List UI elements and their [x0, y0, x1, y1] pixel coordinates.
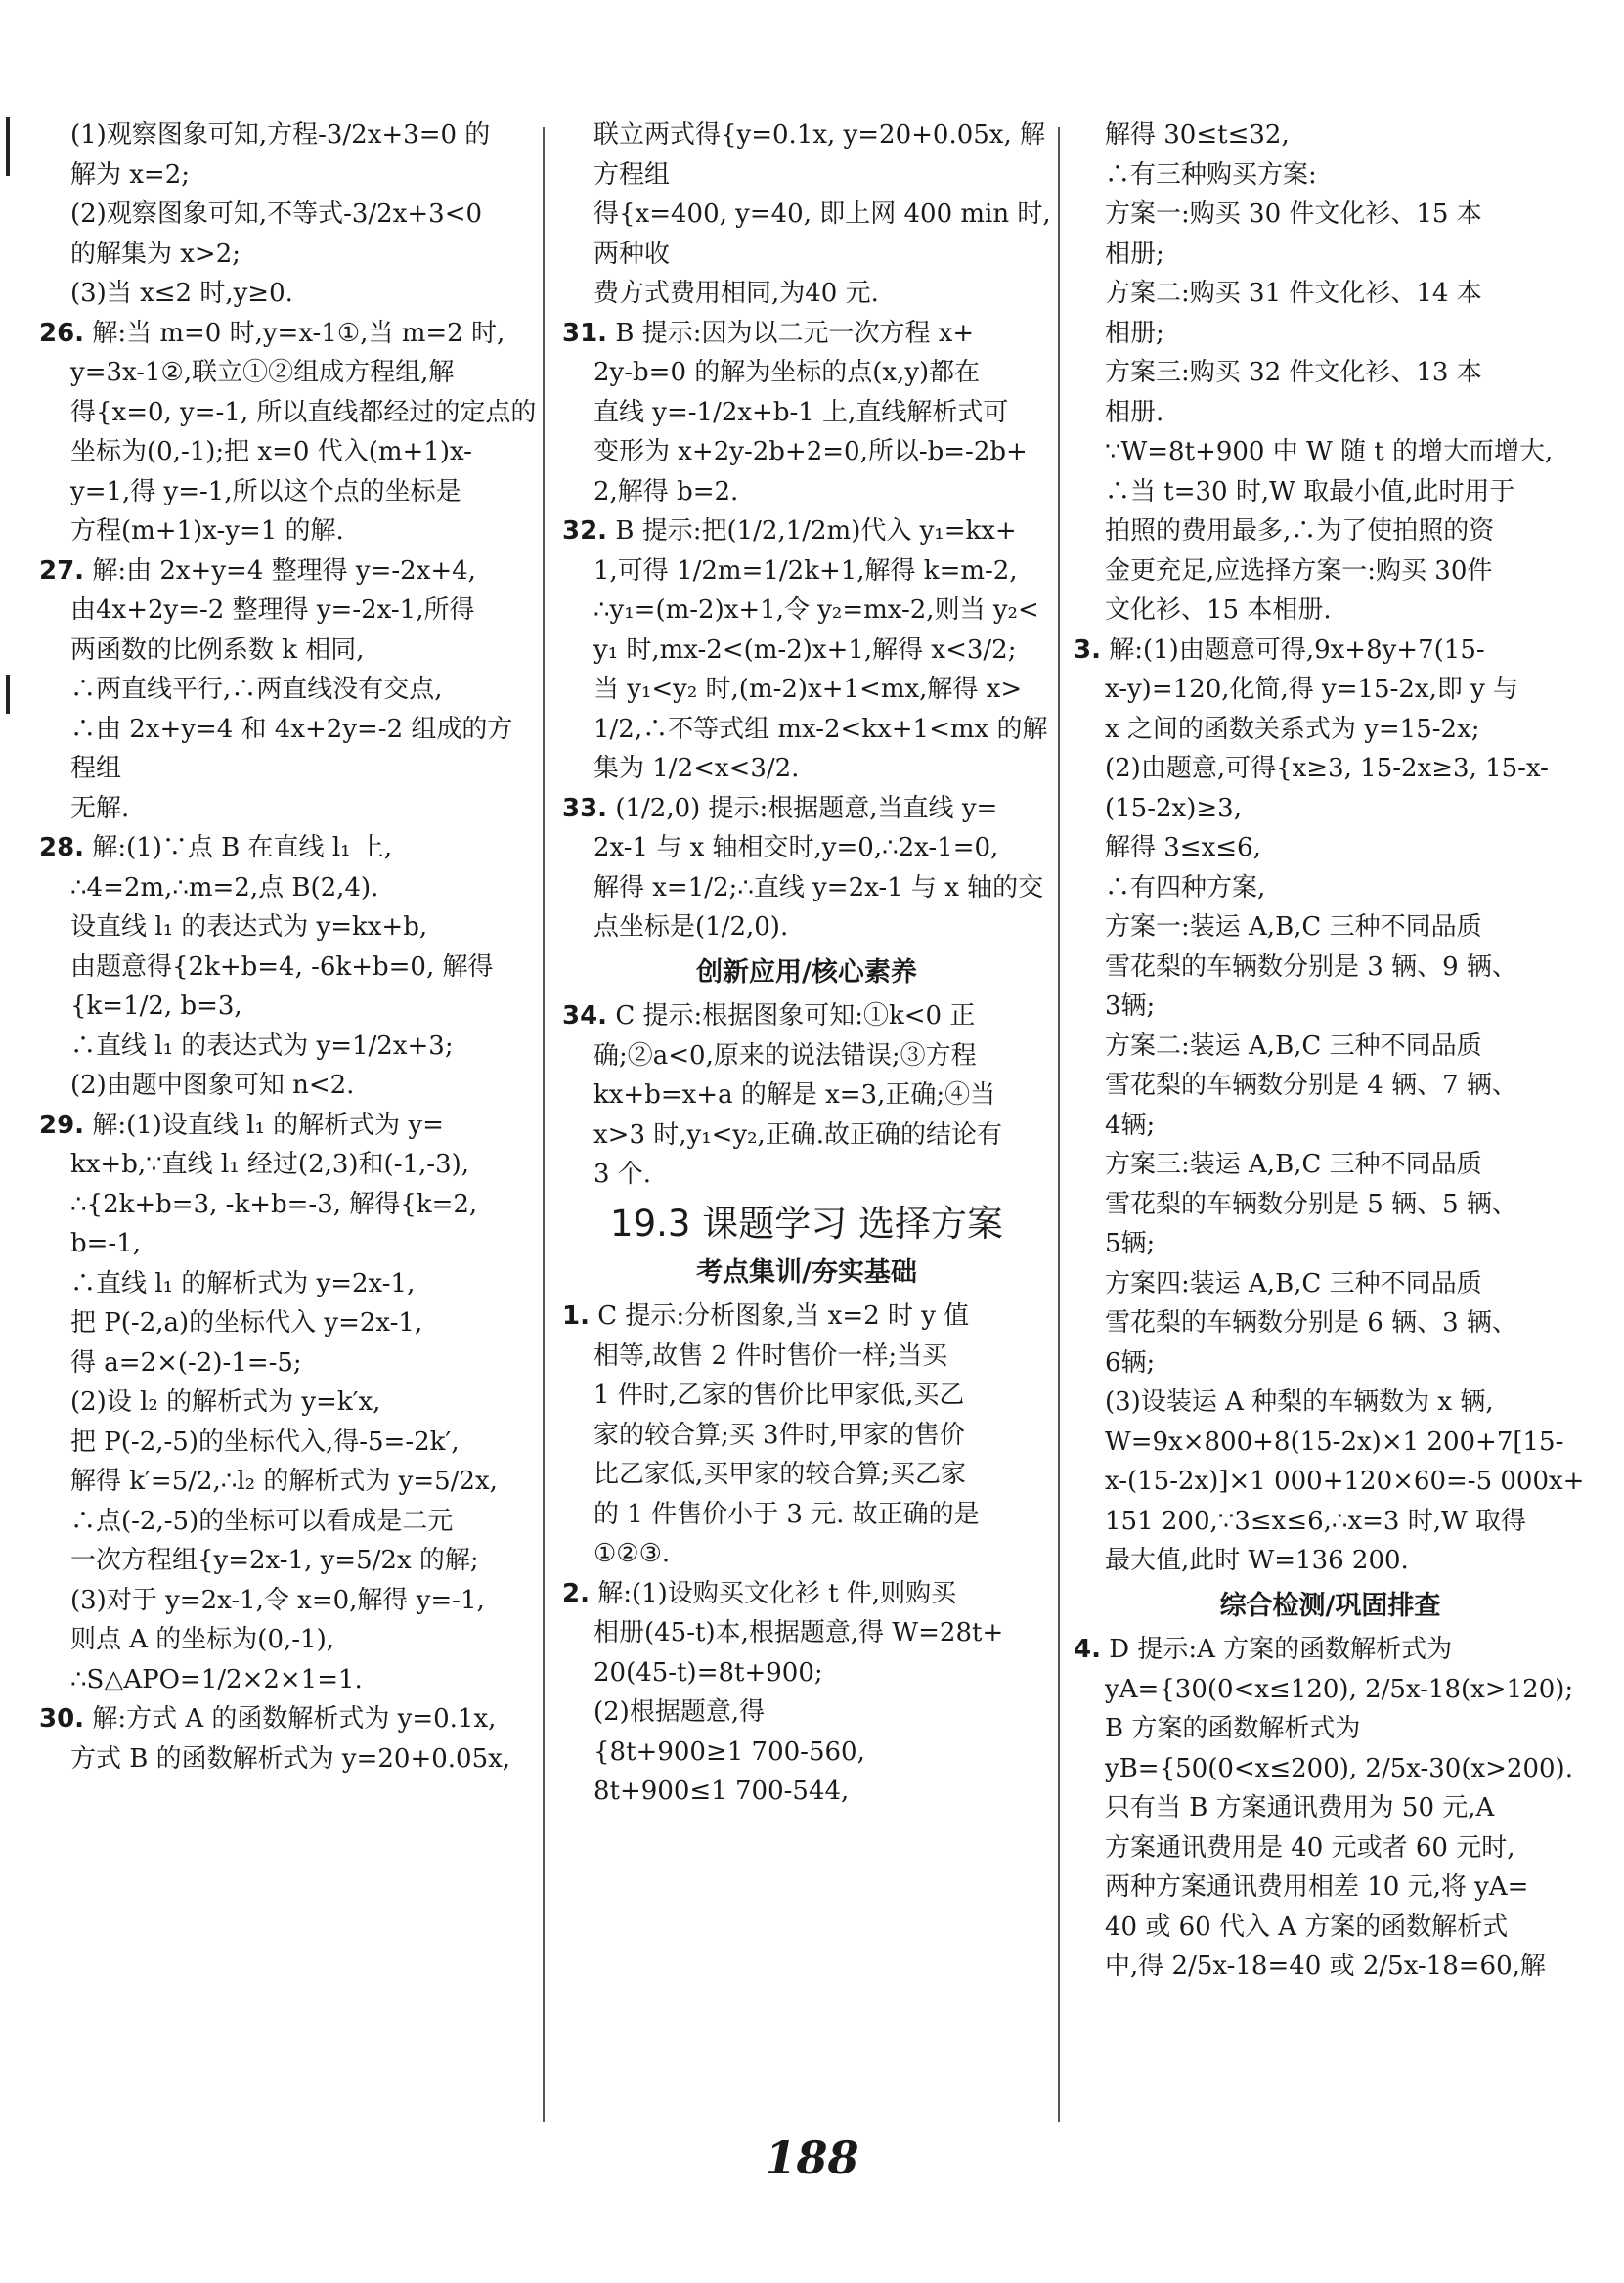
line-text: C 提示:分析图象,当 x=2 时 y 值	[589, 1301, 970, 1331]
line-text: 由4x+2y=-2 整理得 y=-2x-1,所得	[70, 595, 475, 625]
line-text: 文化衫、15 本相册.	[1105, 595, 1332, 625]
answer-line	[562, 710, 1051, 750]
answer-line	[562, 1772, 1051, 1812]
line-text: 方案四:装运 A,B,C 三种不同品质	[1105, 1268, 1482, 1298]
answer-line	[1074, 155, 1587, 196]
answer-line	[562, 670, 1051, 710]
line-text: 最大值,此时 W=136 200.	[1105, 1546, 1409, 1575]
line-text: 解:(1)∵点 B 在直线 l₁ 上,	[84, 833, 393, 862]
left-column	[39, 115, 538, 1778]
answer-line	[1074, 868, 1587, 908]
line-text: ∴直线 l₁ 的解析式为 y=2x-1,	[70, 1268, 416, 1298]
answer-line	[1074, 1027, 1587, 1067]
line-text: (2)根据题意,得	[593, 1697, 766, 1727]
answer-line	[1074, 1541, 1587, 1581]
line-text: y=1,得 y=-1,所以这个点的坐标是	[70, 476, 461, 506]
line-text: {8t+900≥1 700-560,	[593, 1736, 865, 1767]
line-text: 点坐标是(1/2,0).	[593, 912, 789, 942]
line-text: 1 件时,乙家的售价比甲家低,买乙	[593, 1381, 965, 1410]
line-text: yA={30(0<x≤120), 2/5x-18(x>120);	[1105, 1674, 1574, 1704]
answer-line	[39, 907, 538, 947]
answer-line	[1074, 1947, 1587, 1987]
line-text: 得{x=400, y=40, 即上网 400 min 时, 两种收	[593, 199, 1051, 269]
answer-line	[562, 274, 1051, 314]
question-number: 2.	[562, 1578, 590, 1608]
binding-mark	[6, 117, 10, 176]
answer-line	[1074, 314, 1587, 354]
answer-line	[1074, 1185, 1587, 1225]
line-text: 雪花梨的车辆数分别是 3 辆、9 辆、	[1105, 951, 1517, 982]
question-line	[562, 1296, 1051, 1337]
line-text: 直线 y=-1/2x+b-1 上,直线解析式可	[593, 397, 1009, 427]
question-number: 26.	[39, 318, 85, 348]
line-text: 解:(1)设直线 l₁ 的解析式为 y=	[84, 1110, 444, 1140]
line-text: ∴{2k+b=3, -k+b=-3, 解得{k=2, b=-1,	[70, 1189, 478, 1258]
answer-line	[562, 1376, 1051, 1416]
line-text: 方案一:装运 A,B,C 三种不同品质	[1105, 912, 1482, 942]
line-text: kx+b,∵直线 l₁ 经过(2,3)和(-1,-3),	[70, 1150, 470, 1179]
answer-line	[1074, 1264, 1587, 1304]
line-text: 5辆;	[1105, 1229, 1156, 1258]
line-text: ∴两直线平行,∴两直线没有交点,	[70, 675, 443, 704]
answer-line	[39, 789, 538, 829]
subsection-heading: 综合检测/巩固排查	[1219, 1590, 1441, 1621]
line-text: (3)当 x≤2 时,y≥0.	[70, 279, 293, 308]
answer-line	[39, 1185, 538, 1264]
line-text: W=9x×800+8(15-2x)×1 200+7[15-	[1105, 1427, 1564, 1457]
line-text: (2)由题中图象可知 n<2.	[70, 1071, 355, 1100]
answer-line	[1074, 947, 1587, 988]
question-number: 3.	[1074, 635, 1101, 665]
line-text: ∴有三种购买方案:	[1105, 159, 1317, 190]
column-divider	[543, 127, 545, 2122]
line-text: ①②③.	[593, 1539, 671, 1568]
line-text: ∴由 2x+y=4 和 4x+2y=-2 组成的方程组	[70, 714, 513, 783]
answer-line	[39, 432, 538, 472]
answer-line	[39, 1383, 538, 1423]
answer-line	[1074, 1423, 1587, 1463]
line-text: 雪花梨的车辆数分别是 6 辆、3 辆、	[1105, 1308, 1517, 1338]
question-line	[562, 789, 1051, 829]
line-text: ∴S△APO=1/2×2×1=1.	[70, 1664, 363, 1694]
question-line	[562, 314, 1051, 354]
question-number: 33.	[562, 793, 608, 823]
answer-line	[1074, 1502, 1587, 1542]
line-text: 相册(45-t)本,根据题意,得 W=28t+	[593, 1618, 1004, 1647]
answer-line	[562, 1337, 1051, 1377]
column-divider	[1058, 127, 1060, 2122]
answer-line	[39, 670, 538, 710]
line-text: 3 个.	[593, 1160, 652, 1189]
line-text: 解得 30≤t≤32,	[1105, 120, 1290, 150]
question-number: 30.	[39, 1704, 85, 1734]
middle-column	[562, 115, 1051, 1812]
line-text: C 提示:根据图象可知:①k<0 正	[607, 1001, 976, 1031]
question-line	[39, 1106, 538, 1146]
answer-line	[1074, 670, 1587, 710]
answer-line	[39, 115, 538, 155]
answer-line	[562, 432, 1051, 472]
answer-line	[1074, 472, 1587, 512]
right-column	[1074, 115, 1587, 1987]
answer-line	[39, 353, 538, 393]
answer-line	[39, 1303, 538, 1343]
line-text: y₁ 时,mx-2<(m-2)x+1,解得 x<3/2;	[593, 635, 1017, 665]
question-number: 28.	[39, 833, 85, 862]
answer-line	[562, 1692, 1051, 1733]
answer-line	[39, 1502, 538, 1542]
answer-line	[1074, 393, 1587, 433]
answer-line	[39, 1620, 538, 1660]
binding-mark	[6, 675, 10, 714]
line-text: 则点 A 的坐标为(0,-1),	[70, 1625, 334, 1654]
answer-line	[1074, 235, 1587, 275]
line-text: x-y)=120,化简,得 y=15-2x,即 y 与	[1105, 675, 1519, 704]
answer-line	[1074, 195, 1587, 235]
answer-line	[39, 1462, 538, 1502]
line-text: 解:方式 A 的函数解析式为 y=0.1x,	[84, 1704, 497, 1734]
line-text: 无解.	[70, 793, 130, 823]
answer-line	[562, 631, 1051, 671]
answer-line	[39, 472, 538, 512]
line-text: 4辆;	[1105, 1110, 1156, 1140]
line-text: 1,可得 1/2m=1/2k+1,解得 k=m-2,	[593, 555, 1018, 586]
answer-line	[1074, 591, 1587, 631]
line-text: 把 P(-2,-5)的坐标代入,得-5=-2k′,	[70, 1427, 460, 1457]
answer-line	[39, 195, 538, 235]
line-text: (3)设装运 A 种梨的车辆数为 x 辆,	[1105, 1387, 1494, 1417]
answer-line	[562, 907, 1051, 947]
answer-line	[562, 195, 1051, 274]
line-text: 2,解得 b=2.	[593, 476, 739, 506]
answer-line	[39, 1145, 538, 1185]
line-text: 方案二:购买 31 件文化衫、14 本	[1105, 279, 1482, 308]
answer-line	[1074, 1908, 1587, 1948]
answer-line	[1074, 1383, 1587, 1423]
answer-line	[562, 393, 1051, 433]
question-number: 4.	[1074, 1635, 1101, 1664]
question-number: 34.	[562, 1001, 608, 1031]
question-line	[39, 551, 538, 592]
answer-line	[1074, 1828, 1587, 1868]
line-text: (2)由题意,可得{x≥3, 15-2x≥3, 15-x-(15-2x)≥3,	[1105, 754, 1549, 823]
line-text: 雪花梨的车辆数分别是 5 辆、5 辆、	[1105, 1189, 1517, 1219]
line-text: 比乙家低,买甲家的较合算;买乙家	[593, 1460, 967, 1489]
answer-line	[39, 631, 538, 671]
line-text: 把 P(-2,a)的坐标代入 y=2x-1,	[70, 1308, 423, 1338]
line-text: 方案一:购买 30 件文化衫、15 本	[1105, 199, 1482, 229]
answer-line	[1074, 274, 1587, 314]
line-text: (1/2,0) 提示:根据题意,当直线 y=	[607, 793, 998, 823]
line-text: 方案二:装运 A,B,C 三种不同品质	[1105, 1031, 1482, 1061]
answer-line	[562, 1653, 1051, 1693]
line-text: B 提示:因为以二元一次方程 x+	[607, 318, 975, 348]
answer-line	[39, 274, 538, 314]
answer-line	[39, 1660, 538, 1700]
answer-line	[1074, 1145, 1587, 1185]
line-text: 相等,故售 2 件时售价一样;当买	[593, 1340, 948, 1371]
answer-line	[39, 155, 538, 196]
line-text: 解得 k′=5/2,∴l₂ 的解析式为 y=5/2x,	[70, 1467, 498, 1496]
line-text: 方案通讯费用是 40 元或者 60 元时,	[1105, 1832, 1515, 1863]
line-text: 费方式费用相同,为40 元.	[593, 279, 879, 308]
line-text: 的 1 件售价小于 3 元. 故正确的是	[593, 1499, 980, 1529]
line-text: x-(15-2x)]×1 000+120×60=-5 000x+	[1105, 1467, 1585, 1496]
answer-line	[1074, 828, 1587, 868]
line-text: 两种方案通讯费用相差 10 元,将 yA=	[1105, 1872, 1529, 1902]
line-text: 8t+900≤1 700-544,	[593, 1777, 850, 1806]
answer-line	[1074, 353, 1587, 393]
question-number: 27.	[39, 555, 85, 586]
answer-line	[1074, 551, 1587, 592]
answer-line	[562, 1733, 1051, 1773]
answer-line	[39, 1066, 538, 1106]
answer-line	[1074, 1303, 1587, 1343]
line-text: 方案三:购买 32 件文化衫、13 本	[1105, 358, 1482, 387]
line-text: 相册;	[1105, 239, 1164, 269]
line-text: 集为 1/2<x<3/2.	[593, 754, 800, 783]
answer-line	[1074, 1788, 1587, 1828]
answer-line	[562, 1613, 1051, 1653]
answer-line	[562, 1155, 1051, 1195]
line-text: 方案三:装运 A,B,C 三种不同品质	[1105, 1150, 1482, 1179]
answer-line	[39, 1541, 538, 1581]
answer-line	[1074, 987, 1587, 1027]
line-text: 坐标为(0,-1);把 x=0 代入(m+1)x-	[70, 437, 472, 466]
answer-line	[562, 353, 1051, 393]
line-text: (2)观察图象可知,不等式-3/2x+3<0	[70, 199, 483, 229]
line-text: 金更充足,应选择方案一:购买 30件	[1105, 555, 1493, 586]
answer-line	[562, 749, 1051, 789]
line-text: 拍照的费用最多,∴为了使拍照的资	[1105, 516, 1495, 546]
answer-line	[1074, 749, 1587, 828]
answer-line	[1074, 1867, 1587, 1908]
line-text: 一次方程组{y=2x-1, y=5/2x 的解;	[70, 1546, 479, 1575]
line-text: yB={50(0<x≤200), 2/5x-30(x>200).	[1105, 1753, 1573, 1783]
line-text: D 提示:A 方案的函数解析式为	[1100, 1635, 1453, 1664]
line-text: 雪花梨的车辆数分别是 4 辆、7 辆、	[1105, 1071, 1517, 1100]
line-text: 方程(m+1)x-y=1 的解.	[70, 516, 344, 546]
line-text: 相册.	[1105, 397, 1164, 427]
line-text: ∴直线 l₁ 的表达式为 y=1/2x+3;	[70, 1031, 454, 1061]
line-text: 解:(1)由题意可得,9x+8y+7(15-	[1100, 635, 1485, 665]
answer-line	[1074, 432, 1587, 472]
line-text: 解:由 2x+y=4 整理得 y=-2x+4,	[84, 555, 476, 586]
question-line	[39, 314, 538, 354]
line-text: 两函数的比例系数 k 相同,	[70, 635, 365, 665]
answer-line	[562, 551, 1051, 592]
answer-line	[1074, 1709, 1587, 1749]
answer-line	[1074, 1106, 1587, 1146]
line-text: 解得 x=1/2;∴直线 y=2x-1 与 x 轴的交	[593, 872, 1044, 902]
page-number: 188	[765, 2131, 859, 2184]
answer-line	[562, 1036, 1051, 1076]
line-text: 解:当 m=0 时,y=x-1①,当 m=2 时,	[84, 318, 505, 348]
answer-line	[562, 115, 1051, 195]
line-text: 家的较合算;买 3件时,甲家的售价	[593, 1420, 965, 1450]
answer-line	[562, 828, 1051, 868]
line-text: ∴4=2m,∴m=2,点 B(2,4).	[70, 872, 379, 902]
line-text: y=3x-1②,联立①②组成方程组,解	[70, 358, 455, 387]
question-line	[1074, 631, 1587, 671]
line-text: 20(45-t)=8t+900;	[593, 1657, 823, 1688]
answer-line	[562, 1495, 1051, 1535]
subsection-heading: 创新应用/核心素养	[696, 956, 917, 988]
answer-line	[1074, 511, 1587, 551]
line-text: 1/2,∴不等式组 mx-2<kx+1<mx 的解	[593, 714, 1048, 744]
answer-line	[39, 1027, 538, 1067]
answer-line	[562, 1076, 1051, 1116]
answer-line	[562, 1116, 1051, 1156]
line-text: 设直线 l₁ 的表达式为 y=kx+b,	[70, 912, 428, 942]
line-text: (1)观察图象可知,方程-3/2x+3=0 的	[70, 120, 491, 150]
answer-line	[562, 1416, 1051, 1456]
answer-line	[562, 1455, 1051, 1495]
line-text: 6辆;	[1105, 1347, 1156, 1378]
line-text: 解为 x=2;	[70, 159, 191, 190]
answer-line	[39, 947, 538, 1027]
question-line	[1074, 1630, 1587, 1670]
answer-line	[39, 393, 538, 433]
line-text: 3辆;	[1105, 991, 1156, 1021]
answer-line	[1074, 115, 1587, 155]
line-text: 确;②a<0,原来的说法错误;③方程	[593, 1040, 977, 1071]
line-text: 得{x=0, y=-1, 所以直线都经过的定点的	[70, 397, 537, 427]
answer-line	[1074, 1670, 1587, 1710]
question-number: 29.	[39, 1110, 85, 1140]
answer-line	[39, 511, 538, 551]
line-text: (2)设 l₂ 的解析式为 y=k′x,	[70, 1387, 381, 1417]
line-text: 变形为 x+2y-2b+2=0,所以-b=-2b+	[593, 437, 1028, 466]
question-number: 1.	[562, 1301, 590, 1331]
answer-line	[39, 1264, 538, 1304]
question-line	[562, 511, 1051, 551]
answer-line	[39, 868, 538, 908]
section-heading: 19.3 课题学习 选择方案	[610, 1202, 1003, 1245]
answer-line	[1074, 1462, 1587, 1502]
line-text: x 之间的函数关系式为 y=15-2x;	[1105, 714, 1480, 744]
question-line	[562, 996, 1051, 1036]
answer-line	[1074, 1343, 1587, 1383]
line-text: 解:(1)设购买文化衫 t 件,则购买	[589, 1578, 957, 1608]
answer-line	[1074, 1749, 1587, 1789]
line-text: B 提示:把(1/2,1/2m)代入 y₁=kx+	[607, 516, 1017, 546]
answer-line	[1074, 907, 1587, 947]
answer-line	[39, 1343, 538, 1383]
answer-line	[562, 591, 1051, 631]
line-text: ∴当 t=30 时,W 取最小值,此时用于	[1105, 476, 1515, 506]
line-text: 方式 B 的函数解析式为 y=20+0.05x,	[70, 1743, 511, 1774]
line-text: 151 200,∵3≤x≤6,∴x=3 时,W 取得	[1105, 1506, 1526, 1536]
line-text: ∴点(-2,-5)的坐标可以看成是二元	[70, 1506, 454, 1536]
question-line	[39, 828, 538, 868]
line-text: 中,得 2/5x-18=40 或 2/5x-18=60,解	[1105, 1952, 1546, 1981]
answer-line	[39, 235, 538, 275]
line-text: 得 a=2×(-2)-1=-5;	[70, 1347, 302, 1378]
line-text: 的解集为 x>2;	[70, 239, 241, 269]
answer-line	[39, 1581, 538, 1621]
answer-line	[39, 710, 538, 789]
answer-line	[562, 868, 1051, 908]
answer-line	[1074, 1224, 1587, 1264]
answer-line	[39, 591, 538, 631]
answer-line	[1074, 1066, 1587, 1106]
line-text: B 方案的函数解析式为	[1105, 1714, 1361, 1743]
subsection-heading: 考点集训/夯实基础	[696, 1256, 917, 1288]
question-line	[562, 1574, 1051, 1614]
line-text: kx+b=x+a 的解是 x=3,正确;④当	[593, 1080, 996, 1110]
line-text: 当 y₁<y₂ 时,(m-2)x+1<mx,解得 x>	[593, 675, 1023, 704]
line-text: 解得 3≤x≤6,	[1105, 833, 1261, 862]
line-text: (3)对于 y=2x-1,令 x=0,解得 y=-1,	[70, 1585, 485, 1615]
line-text: ∴y₁=(m-2)x+1,令 y₂=mx-2,则当 y₂<	[593, 595, 1039, 625]
answer-line	[1074, 710, 1587, 750]
answer-line	[562, 1534, 1051, 1574]
line-text: 40 或 60 代入 A 方案的函数解析式	[1105, 1911, 1509, 1942]
answer-line	[39, 1423, 538, 1463]
answer-line	[562, 472, 1051, 512]
line-text: 2y-b=0 的解为坐标的点(x,y)都在	[593, 358, 981, 387]
line-text: ∴有四种方案,	[1105, 872, 1266, 902]
line-text: 相册;	[1105, 318, 1164, 348]
line-text: 联立两式得{y=0.1x, y=20+0.05x, 解方程组	[593, 120, 1045, 190]
answer-line	[39, 1739, 538, 1779]
line-text: 由题意得{2k+b=4, -6k+b=0, 解得{k=1/2, b=3,	[70, 951, 494, 1021]
line-text: ∵W=8t+900 中 W 随 t 的增大而增大,	[1105, 437, 1554, 466]
question-number: 31.	[562, 318, 608, 348]
line-text: x>3 时,y₁<y₂,正确.故正确的结论有	[593, 1120, 1003, 1150]
line-text: 2x-1 与 x 轴相交时,y=0,∴2x-1=0,	[593, 833, 999, 862]
question-line	[39, 1699, 538, 1739]
line-text: 只有当 B 方案通讯费用为 50 元,A	[1105, 1793, 1495, 1822]
question-number: 32.	[562, 516, 608, 546]
